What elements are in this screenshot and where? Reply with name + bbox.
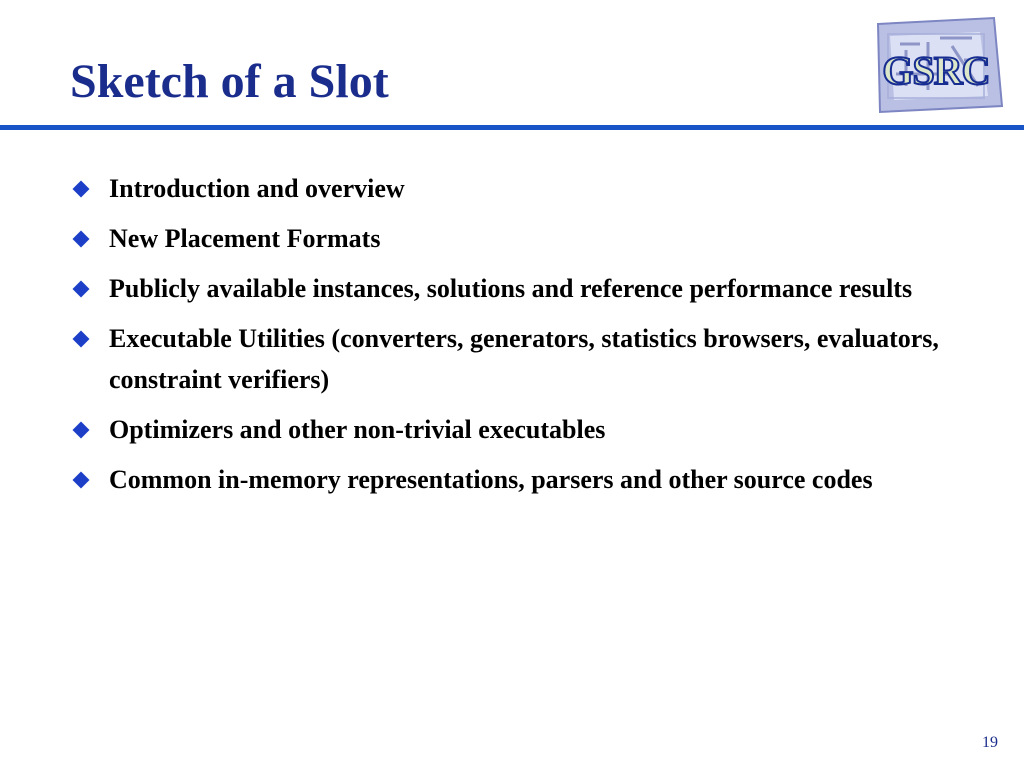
bullet-text: Optimizers and other non-trivial executables xyxy=(109,415,606,444)
diamond-bullet-icon xyxy=(73,231,90,248)
bullet-text: Publicly available instances, solutions and reference performance results xyxy=(109,274,913,303)
gsrc-logo xyxy=(866,16,1006,116)
diamond-bullet-icon xyxy=(73,422,90,439)
bullet-item-placement-formats xyxy=(72,218,952,259)
diamond-bullet-icon xyxy=(73,331,90,348)
title-divider xyxy=(0,125,1024,130)
diamond-bullet-icon xyxy=(73,181,90,198)
bullet-text: New Placement Formats xyxy=(109,224,381,253)
logo-text: GSRC xyxy=(882,48,990,93)
page-number: 19 xyxy=(982,734,998,751)
bullet-item-introduction xyxy=(72,168,952,209)
bullet-list xyxy=(72,168,952,509)
bullet-item-executable-utilities xyxy=(72,318,952,400)
diamond-bullet-icon xyxy=(73,281,90,298)
bullet-item-optimizers xyxy=(72,409,952,450)
bullet-item-public-instances xyxy=(72,268,952,309)
bullet-text: Introduction and overview xyxy=(109,174,405,203)
slide-title: Sketch of a Slot xyxy=(70,55,389,108)
bullet-item-common-representations xyxy=(72,459,952,500)
bullet-text: Executable Utilities (converters, generators, statistics browsers, evaluators, constraint verifiers) xyxy=(109,324,939,394)
bullet-text: Common in-memory representations, parsers and other source codes xyxy=(109,465,873,494)
diamond-bullet-icon xyxy=(73,472,90,489)
